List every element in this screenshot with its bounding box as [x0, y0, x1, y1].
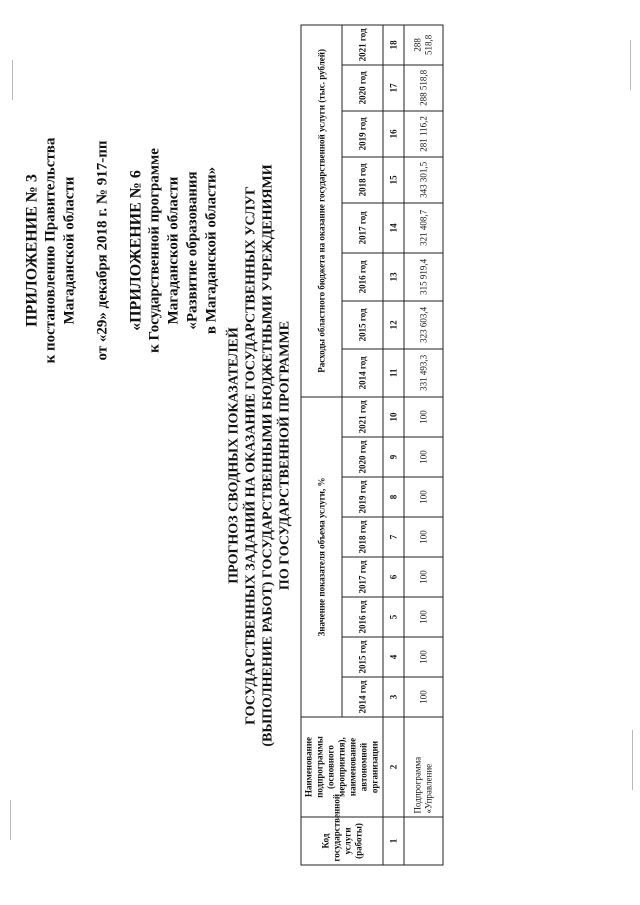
column-number: 16 [383, 110, 404, 156]
year-header: 2019 год [342, 477, 383, 517]
column-number: 18 [383, 24, 404, 64]
year-header: 2017 год [342, 557, 383, 597]
column-number: 9 [383, 437, 404, 477]
year-header: 2020 год [342, 64, 383, 110]
appendix-sub-line: «Развитие образования [184, 170, 200, 330]
appendix-line: Магаданской области [61, 176, 77, 324]
column-number: 14 [383, 202, 404, 252]
header-volume: Значение показателя объема услуги, % [301, 396, 342, 716]
row-name: Подпрограмма «Управление [404, 717, 443, 817]
volume-cell: 100 [404, 677, 443, 717]
appendix-sub-line: в Магаданской области» [203, 166, 219, 334]
column-number: 3 [383, 677, 404, 717]
cost-cell: 343 301,5 [404, 156, 443, 202]
year-header: 2015 год [342, 300, 383, 348]
header-name: Наименование подпрограммы (основного мероприятия), наименование автономной организации [301, 717, 383, 817]
appendix-line: от «29» декабря 2018 г. № 917-пп [94, 140, 110, 361]
year-header: 2016 год [342, 252, 383, 300]
column-number: 10 [383, 396, 404, 436]
year-header: 2015 год [342, 637, 383, 677]
volume-cell: 100 [404, 437, 443, 477]
year-header: 2021 год [342, 24, 383, 64]
appendix-sub-title: «ПРИЛОЖЕНИЕ № 6 [127, 169, 144, 331]
row-code [404, 817, 443, 865]
cost-cell: 321 408,7 [404, 202, 443, 252]
title-line: ПО ГОСУДАРСТВЕННОЙ ПРОГРАММЕ [277, 320, 292, 590]
volume-cell: 100 [404, 637, 443, 677]
appendix-sub-line: Магаданской области [165, 176, 181, 324]
scan-artifact [10, 800, 11, 840]
year-header: 2014 год [342, 677, 383, 717]
column-number: 17 [383, 64, 404, 110]
cost-cell: 288 518,8 [404, 24, 443, 64]
cost-cell: 331 493,3 [404, 348, 443, 396]
volume-cell: 100 [404, 557, 443, 597]
year-header: 2019 год [342, 110, 383, 156]
column-number: 7 [383, 517, 404, 557]
year-header: 2021 год [342, 396, 383, 436]
scan-artifact [632, 730, 633, 790]
volume-cell: 100 [404, 477, 443, 517]
column-number: 15 [383, 156, 404, 202]
year-header: 2020 год [342, 437, 383, 477]
year-header: 2018 год [342, 156, 383, 202]
year-header: 2017 год [342, 202, 383, 252]
volume-cell: 100 [404, 517, 443, 557]
column-number: 8 [383, 477, 404, 517]
title-line: ПРОГНОЗ СВОДНЫХ ПОКАЗАТЕЛЕЙ [226, 326, 241, 584]
cost-cell: 288 518,8 [404, 64, 443, 110]
cost-cell: 315 919,4 [404, 252, 443, 300]
scan-artifact [12, 60, 13, 100]
title-line: (ВЫПОЛНЕНИЕ РАБОТ) ГОСУДАРСТВЕННЫМИ БЮДЖЕТНЫМИ УЧРЕЖДЕНИЯМИ [260, 163, 275, 747]
appendix-block [22, 75, 221, 425]
scan-artifact [630, 40, 631, 90]
column-number: 11 [383, 348, 404, 396]
year-header: 2018 год [342, 517, 383, 557]
header-code: Код государственной услуги (работы) [301, 817, 383, 865]
column-number: 2 [383, 717, 404, 817]
volume-cell: 100 [404, 597, 443, 637]
appendix-sub-line: к Государственной программе [146, 147, 162, 353]
volume-cell: 100 [404, 396, 443, 436]
column-number: 4 [383, 637, 404, 677]
column-number: 12 [383, 300, 404, 348]
year-header: 2014 год [342, 348, 383, 396]
table-row [404, 24, 443, 864]
document-title [225, 125, 293, 785]
cost-cell: 281 116,2 [404, 110, 443, 156]
appendix-line: к постановлению Правительства [42, 137, 58, 363]
appendix-title: ПРИЛОЖЕНИЕ № 3 [23, 173, 40, 327]
indicators-table [300, 24, 443, 865]
title-line: ГОСУДАРСТВЕННЫХ ЗАДАНИЙ НА ОКАЗАНИЕ ГОСУДАРСТВЕННЫХ УСЛУГ [243, 185, 258, 725]
column-number: 1 [383, 817, 404, 865]
cost-cell: 323 603,4 [404, 300, 443, 348]
column-number: 13 [383, 252, 404, 300]
column-number: 5 [383, 597, 404, 637]
year-header: 2016 год [342, 597, 383, 637]
column-number: 6 [383, 557, 404, 597]
header-costs: Расходы областного бюджета на оказание государственной услуги (тыс. рублей) [301, 24, 342, 396]
